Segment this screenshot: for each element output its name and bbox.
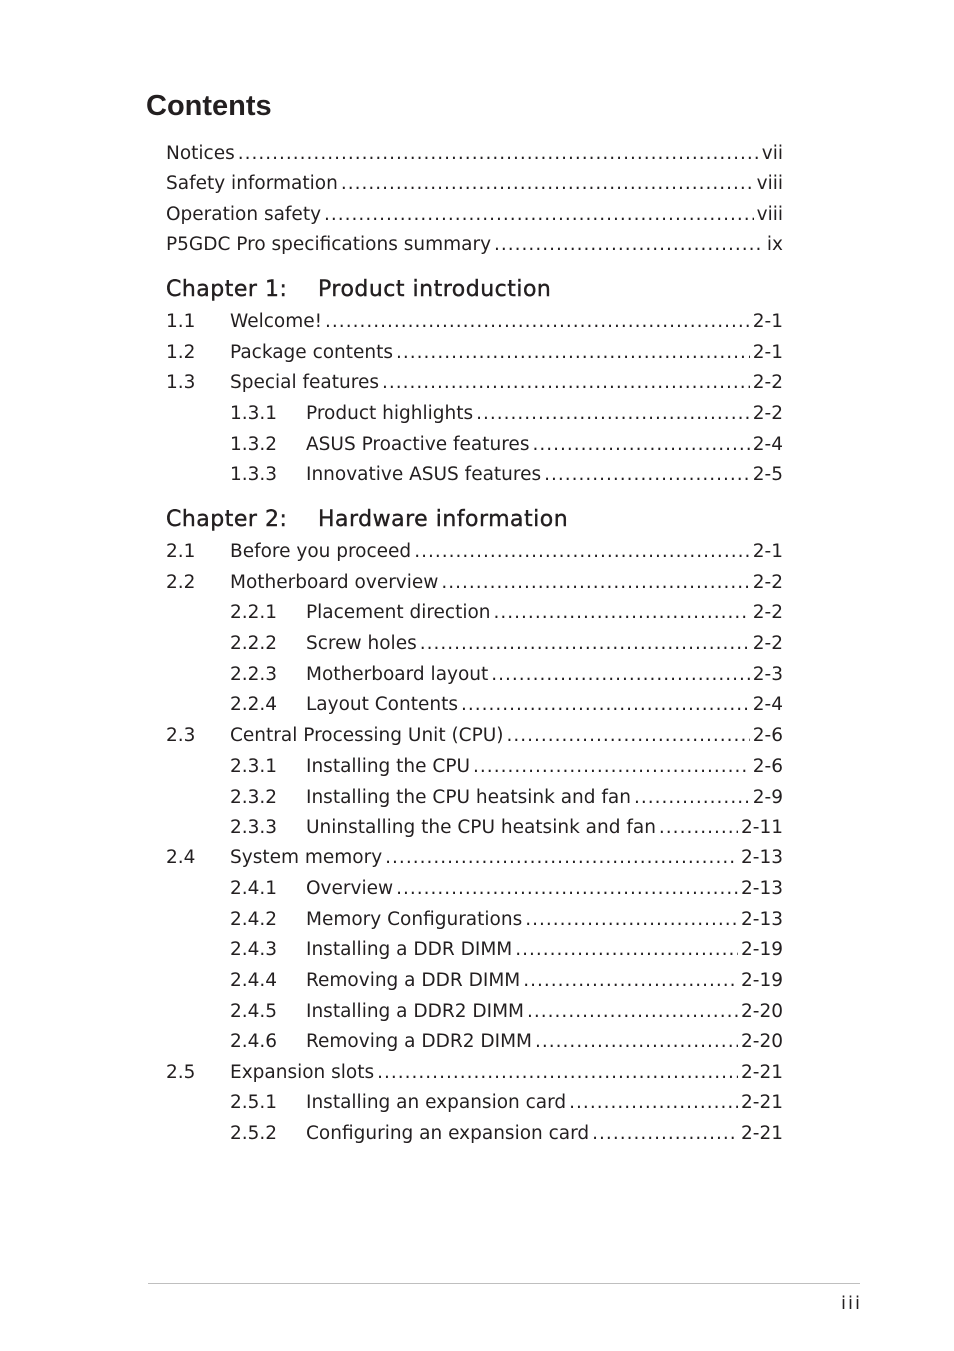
toc-subentry[interactable] bbox=[230, 693, 783, 717]
toc-entry-page: 2-21 bbox=[741, 1062, 783, 1083]
chapter-name: Hardware information bbox=[318, 507, 569, 532]
dot-leader bbox=[494, 601, 750, 625]
toc-entry-number: 2.2 bbox=[166, 572, 196, 593]
dot-leader bbox=[494, 233, 764, 257]
toc-entry-page: 2-19 bbox=[741, 939, 783, 960]
dot-leader bbox=[238, 142, 759, 166]
toc-entry-number: 2.5.1 bbox=[230, 1092, 278, 1113]
toc-subentry[interactable] bbox=[230, 1030, 783, 1054]
toc-entry-title: Notices bbox=[166, 143, 235, 164]
toc-subentry[interactable] bbox=[230, 786, 783, 810]
toc-entry-page: 2-2 bbox=[752, 633, 783, 654]
toc-subentry[interactable] bbox=[230, 1091, 783, 1115]
toc-entry-title: System memory bbox=[230, 847, 383, 868]
toc-entry-page: 2-21 bbox=[741, 1092, 783, 1113]
toc-entry-page: 2-2 bbox=[752, 372, 783, 393]
toc-entry-number: 1.3.1 bbox=[230, 403, 278, 424]
dot-leader bbox=[385, 846, 738, 870]
toc-entry-title: Package contents bbox=[230, 342, 394, 363]
toc-entry-page: 2-13 bbox=[741, 909, 783, 930]
toc-entry-title: Overview bbox=[306, 878, 394, 899]
toc-entry-page: 2-3 bbox=[752, 664, 783, 685]
toc-entry-page: 2-6 bbox=[752, 756, 783, 777]
toc-entry-safety-information[interactable] bbox=[166, 172, 783, 196]
toc-entry-page: 2-11 bbox=[741, 817, 783, 838]
dot-leader bbox=[441, 571, 749, 595]
toc-entry-title: Uninstalling the CPU heatsink and fan bbox=[306, 817, 656, 838]
toc-entry-page: 2-20 bbox=[741, 1031, 783, 1052]
dot-leader bbox=[420, 632, 750, 656]
toc-entry-title: Product highlights bbox=[306, 403, 474, 424]
toc-entry-page: 2-13 bbox=[741, 847, 783, 868]
dot-leader bbox=[377, 1061, 738, 1085]
toc-entry-number: 2.2.4 bbox=[230, 694, 278, 715]
toc-entry-page: vii bbox=[761, 143, 783, 164]
toc-entry-page: 2-4 bbox=[752, 694, 783, 715]
chapter-1-heading[interactable] bbox=[166, 275, 551, 305]
toc-entry-specifications-summary[interactable] bbox=[166, 233, 783, 257]
toc-entry-number: 1.2 bbox=[166, 342, 196, 363]
toc-entry-number: 2.3.3 bbox=[230, 817, 278, 838]
toc-subentry[interactable] bbox=[230, 1122, 783, 1146]
toc-entry-title: Installing an expansion card bbox=[306, 1092, 567, 1113]
toc-entry-number: 2.2.2 bbox=[230, 633, 278, 654]
toc-subentry[interactable] bbox=[230, 601, 783, 625]
toc-entry-number: 2.3 bbox=[166, 725, 196, 746]
toc-entry-page: viii bbox=[756, 204, 783, 225]
toc-entry[interactable] bbox=[166, 1061, 783, 1085]
toc-entry-number: 2.1 bbox=[166, 541, 196, 562]
toc-entry-number: 2.5.2 bbox=[230, 1123, 278, 1144]
chapter-label: Chapter 2: bbox=[166, 507, 288, 532]
toc-entry-title: Installing the CPU heatsink and fan bbox=[306, 787, 631, 808]
toc-entry-page: ix bbox=[766, 234, 783, 255]
dot-leader bbox=[532, 433, 749, 457]
toc-entry-number: 2.4 bbox=[166, 847, 196, 868]
toc-entry-number: 2.4.3 bbox=[230, 939, 278, 960]
chapter-label: Chapter 1: bbox=[166, 277, 288, 302]
toc-entry-title: Placement direction bbox=[306, 602, 491, 623]
toc-subentry[interactable] bbox=[230, 433, 783, 457]
toc-entry-number: 2.3.1 bbox=[230, 756, 278, 777]
chapter-2-heading[interactable] bbox=[166, 505, 568, 535]
toc-entry-number: 2.4.1 bbox=[230, 878, 278, 899]
toc-entry-number: 2.4.4 bbox=[230, 970, 278, 991]
page-title: Contents bbox=[146, 90, 272, 122]
toc-entry-page: 2-13 bbox=[741, 878, 783, 899]
toc-entry-number: 2.4.6 bbox=[230, 1031, 278, 1052]
toc-entry-title: Welcome! bbox=[230, 311, 323, 332]
toc-entry-notices[interactable] bbox=[166, 142, 783, 166]
toc-entry-title: Layout Contents bbox=[306, 694, 458, 715]
toc-entry[interactable] bbox=[166, 571, 783, 595]
toc-entry-number: 1.3.2 bbox=[230, 434, 278, 455]
toc-entry-page: viii bbox=[756, 173, 783, 194]
toc-entry-number: 2.2.1 bbox=[230, 602, 278, 623]
dot-leader bbox=[507, 724, 750, 748]
toc-entry-page: 2-9 bbox=[752, 787, 783, 808]
toc-entry-number: 1.3 bbox=[166, 372, 196, 393]
dot-leader bbox=[396, 341, 750, 365]
dot-leader bbox=[491, 663, 750, 687]
toc-subentry[interactable] bbox=[230, 877, 783, 901]
toc-subentry[interactable] bbox=[230, 908, 783, 932]
dot-leader bbox=[461, 693, 750, 717]
toc-entry[interactable] bbox=[166, 371, 783, 395]
toc-entry-page: 2-2 bbox=[752, 403, 783, 424]
toc-entry-page: 2-5 bbox=[752, 464, 783, 485]
toc-subentry[interactable] bbox=[230, 1000, 783, 1024]
toc-entry-title: Innovative ASUS features bbox=[306, 464, 542, 485]
toc-entry-title: ASUS Proactive features bbox=[306, 434, 530, 455]
dot-leader bbox=[523, 969, 738, 993]
dot-leader bbox=[634, 786, 750, 810]
toc-entry-title: Before you proceed bbox=[230, 541, 412, 562]
toc-entry-page: 2-21 bbox=[741, 1123, 783, 1144]
toc-entry-page: 2-19 bbox=[741, 970, 783, 991]
dot-leader bbox=[473, 755, 750, 779]
toc-entry-number: 2.4.5 bbox=[230, 1001, 278, 1022]
toc-entry-number: 2.2.3 bbox=[230, 664, 278, 685]
toc-entry-page: 2-2 bbox=[752, 572, 783, 593]
toc-entry-title: Removing a DDR DIMM bbox=[306, 970, 521, 991]
dot-leader bbox=[476, 402, 750, 426]
toc-entry-page: 2-20 bbox=[741, 1001, 783, 1022]
dot-leader bbox=[382, 371, 750, 395]
toc-entry-number: 2.4.2 bbox=[230, 909, 278, 930]
toc-entry-title: Memory Configurations bbox=[306, 909, 523, 930]
toc-subentry[interactable] bbox=[230, 969, 783, 993]
toc-subentry[interactable] bbox=[230, 816, 783, 840]
toc-entry-number: 1.3.3 bbox=[230, 464, 278, 485]
toc-entry-number: 2.3.2 bbox=[230, 787, 278, 808]
toc-entry-title: Configuring an expansion card bbox=[306, 1123, 590, 1144]
toc-entry-title: Motherboard overview bbox=[230, 572, 439, 593]
toc-entry-title: Operation safety bbox=[166, 204, 322, 225]
toc-entry[interactable] bbox=[166, 724, 783, 748]
dot-leader bbox=[592, 1122, 738, 1146]
toc-entry-number: 1.1 bbox=[166, 311, 196, 332]
toc-entry-number: 2.5 bbox=[166, 1062, 196, 1083]
chapter-name: Product introduction bbox=[318, 277, 552, 302]
toc-entry[interactable] bbox=[166, 310, 783, 334]
toc-subentry[interactable] bbox=[230, 632, 783, 656]
toc-subentry[interactable] bbox=[230, 663, 783, 687]
toc-entry-page: 2-4 bbox=[752, 434, 783, 455]
dot-leader bbox=[544, 463, 750, 487]
dot-leader bbox=[535, 1030, 738, 1054]
dot-leader bbox=[569, 1091, 738, 1115]
dot-leader bbox=[324, 203, 754, 227]
dot-leader bbox=[414, 540, 750, 564]
toc-entry-title: Expansion slots bbox=[230, 1062, 375, 1083]
toc-entry[interactable] bbox=[166, 540, 783, 564]
toc-entry-page: 2-2 bbox=[752, 602, 783, 623]
toc-entry-page: 2-6 bbox=[752, 725, 783, 746]
toc-entry-title: Installing a DDR2 DIMM bbox=[306, 1001, 525, 1022]
toc-entry-title: Installing a DDR DIMM bbox=[306, 939, 513, 960]
toc-entry-page: 2-1 bbox=[752, 541, 783, 562]
footer-page-number: iii bbox=[840, 1293, 862, 1314]
toc-subentry[interactable] bbox=[230, 463, 783, 487]
toc-entry-title: Safety information bbox=[166, 173, 338, 194]
toc-entry-page: 2-1 bbox=[752, 342, 783, 363]
toc-subentry[interactable] bbox=[230, 402, 783, 426]
toc-entry-title: Installing the CPU bbox=[306, 756, 471, 777]
footer-divider bbox=[148, 1283, 860, 1284]
toc-entry-title: Special features bbox=[230, 372, 379, 393]
dot-leader bbox=[325, 310, 750, 334]
toc-entry-operation-safety[interactable] bbox=[166, 203, 783, 227]
dot-leader bbox=[527, 1000, 738, 1024]
dot-leader bbox=[525, 908, 738, 932]
dot-leader bbox=[515, 938, 738, 962]
toc-entry[interactable] bbox=[166, 846, 783, 870]
toc-subentry[interactable] bbox=[230, 755, 783, 779]
dot-leader bbox=[341, 172, 754, 196]
toc-subentry[interactable] bbox=[230, 938, 783, 962]
toc-entry-title: Motherboard layout bbox=[306, 664, 489, 685]
toc-entry-title: Screw holes bbox=[306, 633, 417, 654]
toc-entry-title: P5GDC Pro specifications summary bbox=[166, 234, 492, 255]
toc-entry-page: 2-1 bbox=[752, 311, 783, 332]
dot-leader bbox=[659, 816, 738, 840]
toc-entry-title: Central Processing Unit (CPU) bbox=[230, 725, 504, 746]
toc-entry-title: Removing a DDR2 DIMM bbox=[306, 1031, 533, 1052]
dot-leader bbox=[396, 877, 738, 901]
toc-entry[interactable] bbox=[166, 341, 783, 365]
